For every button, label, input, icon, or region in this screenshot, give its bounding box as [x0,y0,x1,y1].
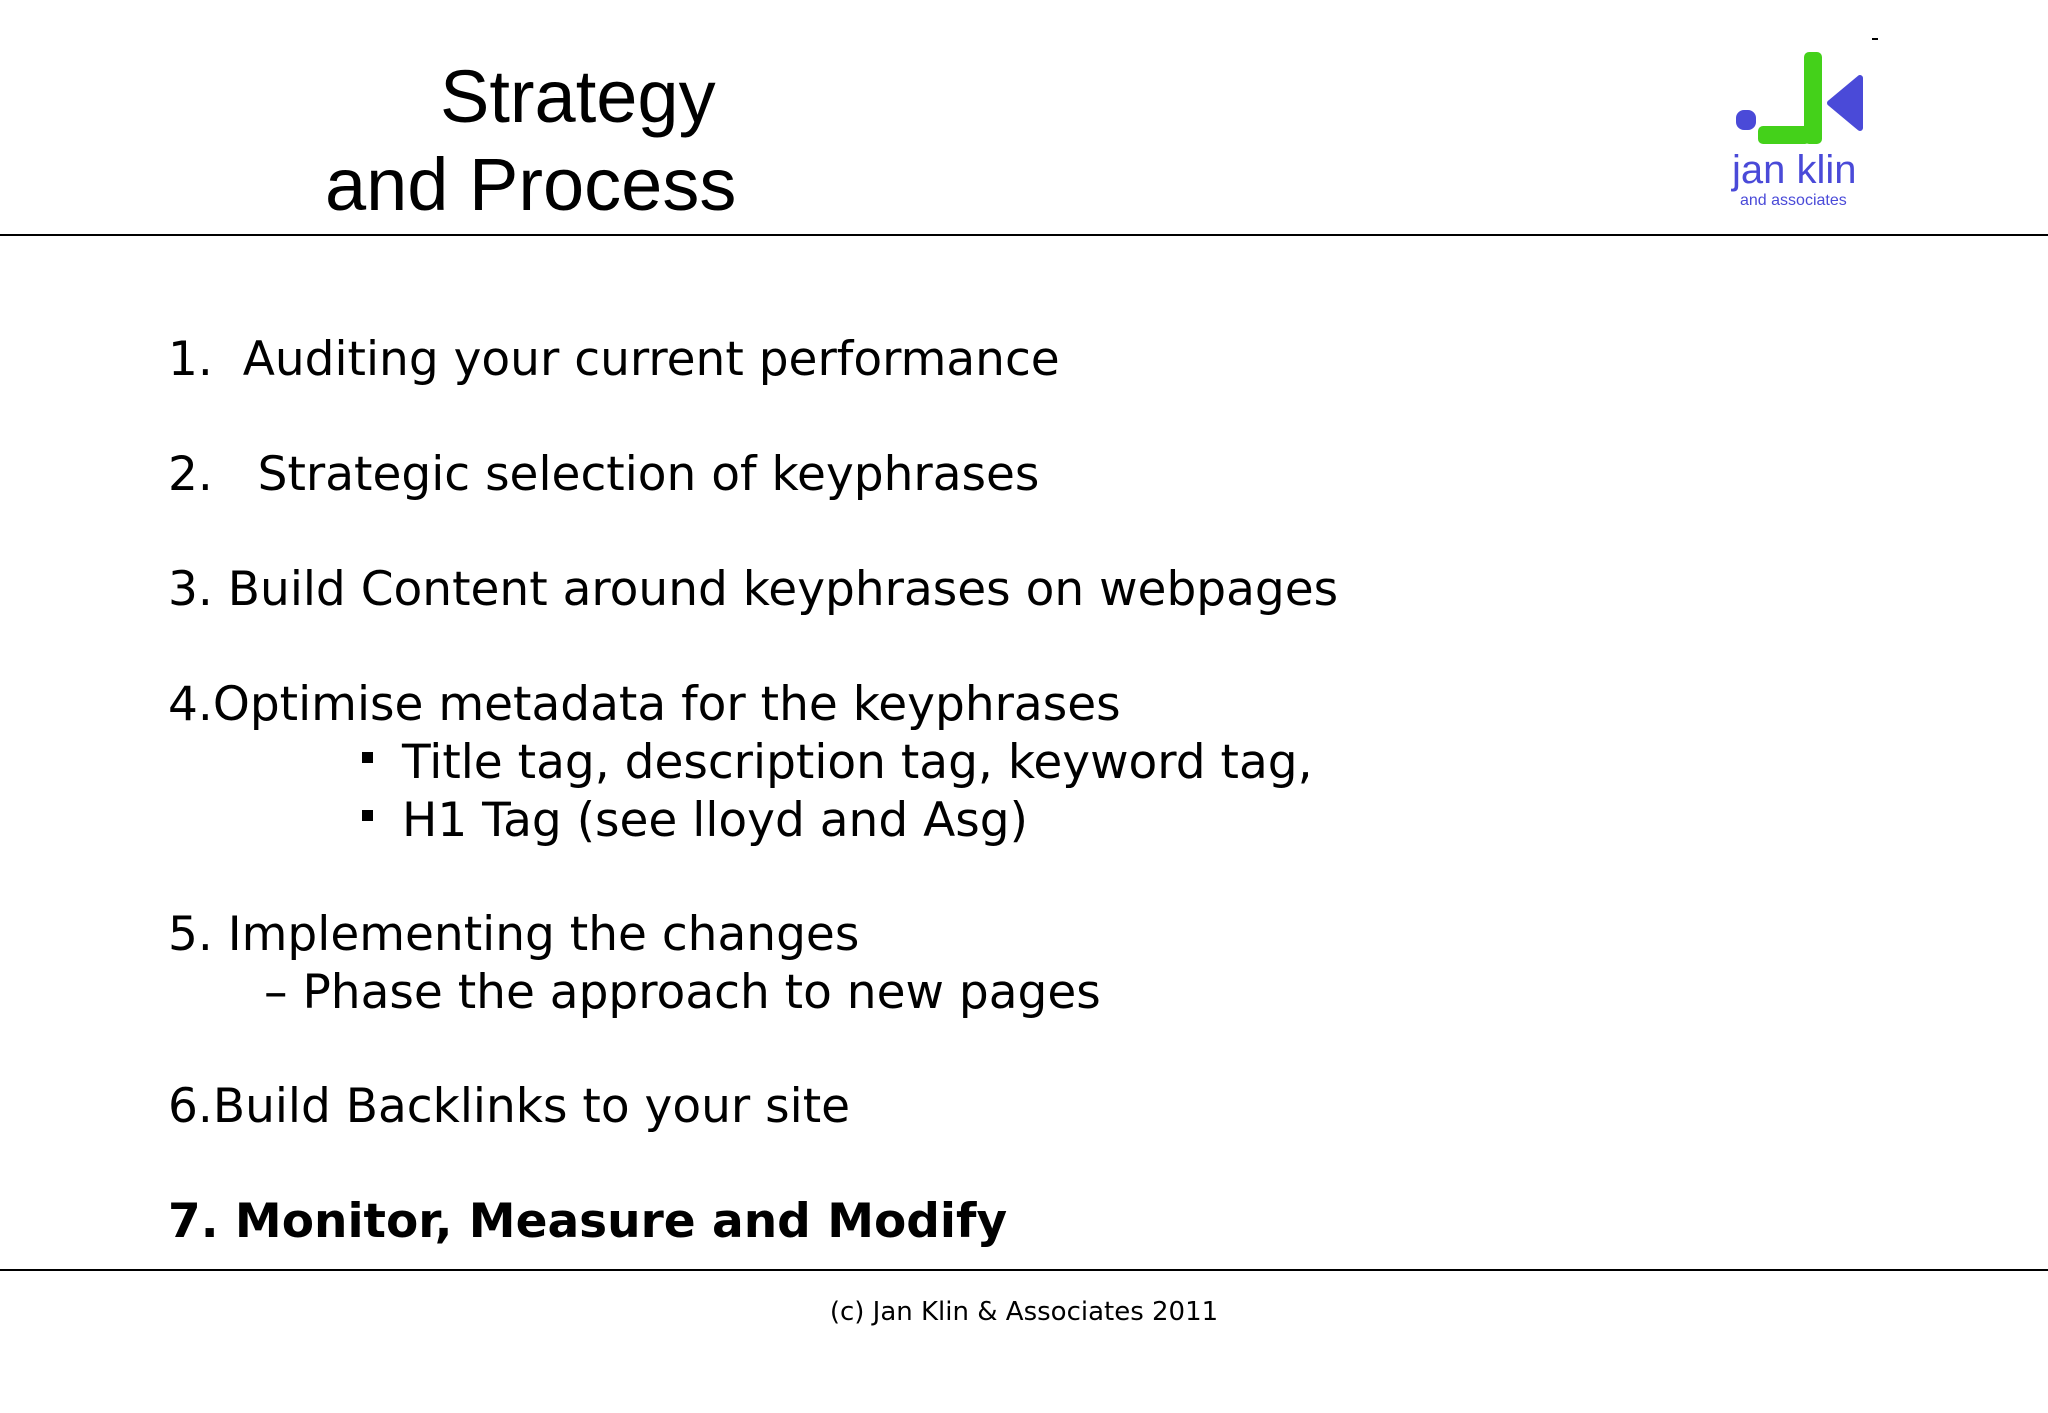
slide-title-line-1: Strategy [440,55,716,138]
logo-mark-icon [1720,36,1880,146]
sub-item-phase-approach [264,965,1101,1021]
company-logo [1720,36,1880,216]
list-item-4: 4.Optimise metadata for the keyphrases [168,677,1121,732]
list-item-6: 6.Build Backlinks to your site [168,1079,851,1134]
list-item-7: 7. Monitor, Measure and Modify [168,1194,1008,1249]
sub-item-title-tags: Title tag, description tag, keyword tag, [402,735,1313,790]
square-bullet-icon [362,810,373,821]
list-item-2: 2. Strategic selection of keyphrases [168,447,1040,502]
logo-name: jan klin [1732,148,1857,192]
sub-item-phase-text: Phase the approach to new pages [302,965,1101,1020]
logo-green-bar [1758,126,1810,144]
list-item-3: 3. Build Content around keyphrases on webpages [168,562,1339,617]
list-item-5: 5. Implementing the changes [168,907,860,962]
logo-green-stem [1804,52,1822,144]
sub-item-h1-tag: H1 Tag (see lloyd and Asg) [402,793,1028,848]
square-bullet-icon [362,752,373,763]
logo-blue-dot [1736,110,1756,130]
header-divider [0,234,2048,236]
list-item-1: 1. Auditing your current performance [168,332,1060,387]
footer-divider [0,1269,2048,1271]
logo-blue-triangle [1830,78,1860,128]
slide-title-line-2: and Process [325,143,737,226]
footer-copyright: (c) Jan Klin & Associates 2011 [829,1297,1219,1327]
logo-tagline: and associates [1740,192,1847,209]
dash-marker: – [264,965,288,1020]
